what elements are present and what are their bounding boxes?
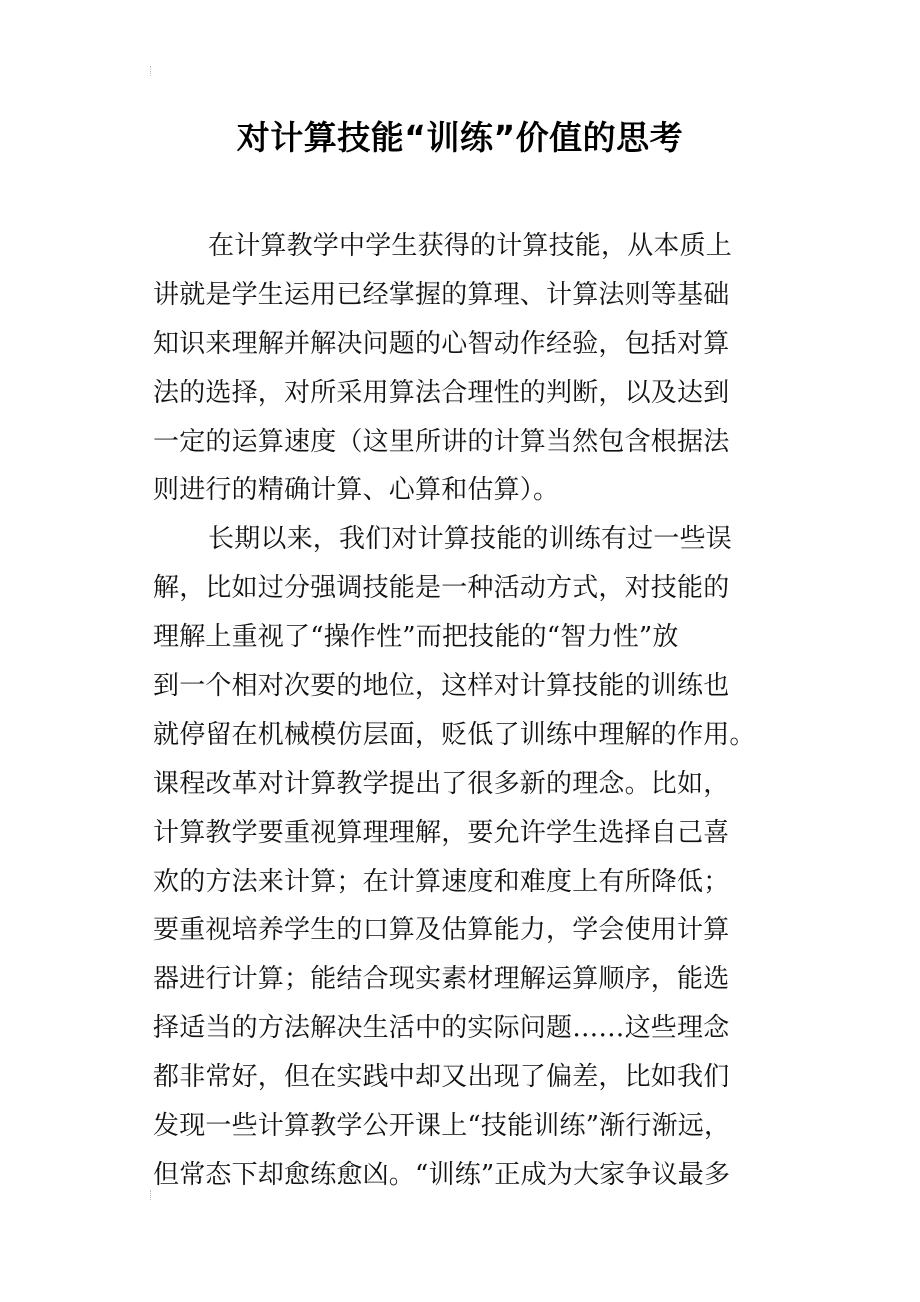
document-body [153,222,783,1200]
text-line: 长期以来，我们对计算技能的训练有过一些误 [208,524,733,555]
text-line: 解，比如过分强调技能是一种活动方式，对技能的 [153,573,730,604]
text-line: 理解上重视了“操作性”而把技能的“智力性”放 [153,622,679,653]
text-line: 到一个相对次要的地位，这样对计算技能的训练也 [153,671,730,702]
text-line: 都非常好，但在实践中却又出现了偏差，比如我们 [153,1062,730,1093]
text-line: 欢的方法来计算；在计算速度和难度上有所降低； [153,866,730,897]
text-line: 要重视培养学生的口算及估算能力，学会使用计算 [153,915,730,946]
text-line: 就停留在机械模仿层面，贬低了训练中理解的作用。 [153,719,756,750]
page-title: 对计算技能“训练”价值的思考 [236,118,684,157]
text-line: 择适当的方法解决生活中的实际问题……这些理念 [153,1013,730,1044]
text-line: 计算教学要重视算理理解，要允许学生选择自己喜 [153,817,730,848]
paragraph-1 [153,222,783,515]
text-line: 器进行计算；能结合现实素材理解运算顺序，能选 [153,964,730,995]
page-corner-mark [150,66,157,76]
text-line: 课程改革对计算教学提出了很多新的理念。比如， [153,768,730,799]
page-corner-mark [150,1190,157,1200]
text-line: 讲就是学生运用已经掌握的算理、计算法则等基础 [153,279,730,310]
text-line: 一定的运算速度（这里所讲的计算当然包含根据法 [153,426,730,457]
text-line: 在计算教学中学生获得的计算技能，从本质上 [208,231,733,261]
paragraph-2 [153,515,783,1199]
text-line: 知识来理解并解决问题的心智动作经验，包括对算 [153,328,730,359]
text-line: 则进行的精确计算、心算和估算）。 [153,475,560,506]
text-line: 但常态下却愈练愈凶。“训练”正成为大家争议最多 [153,1159,731,1190]
text-line: 发现一些计算教学公开课上“技能训练”渐行渐远， [153,1111,731,1142]
text-line: 法的选择，对所采用算法合理性的判断，以及达到 [153,377,730,408]
